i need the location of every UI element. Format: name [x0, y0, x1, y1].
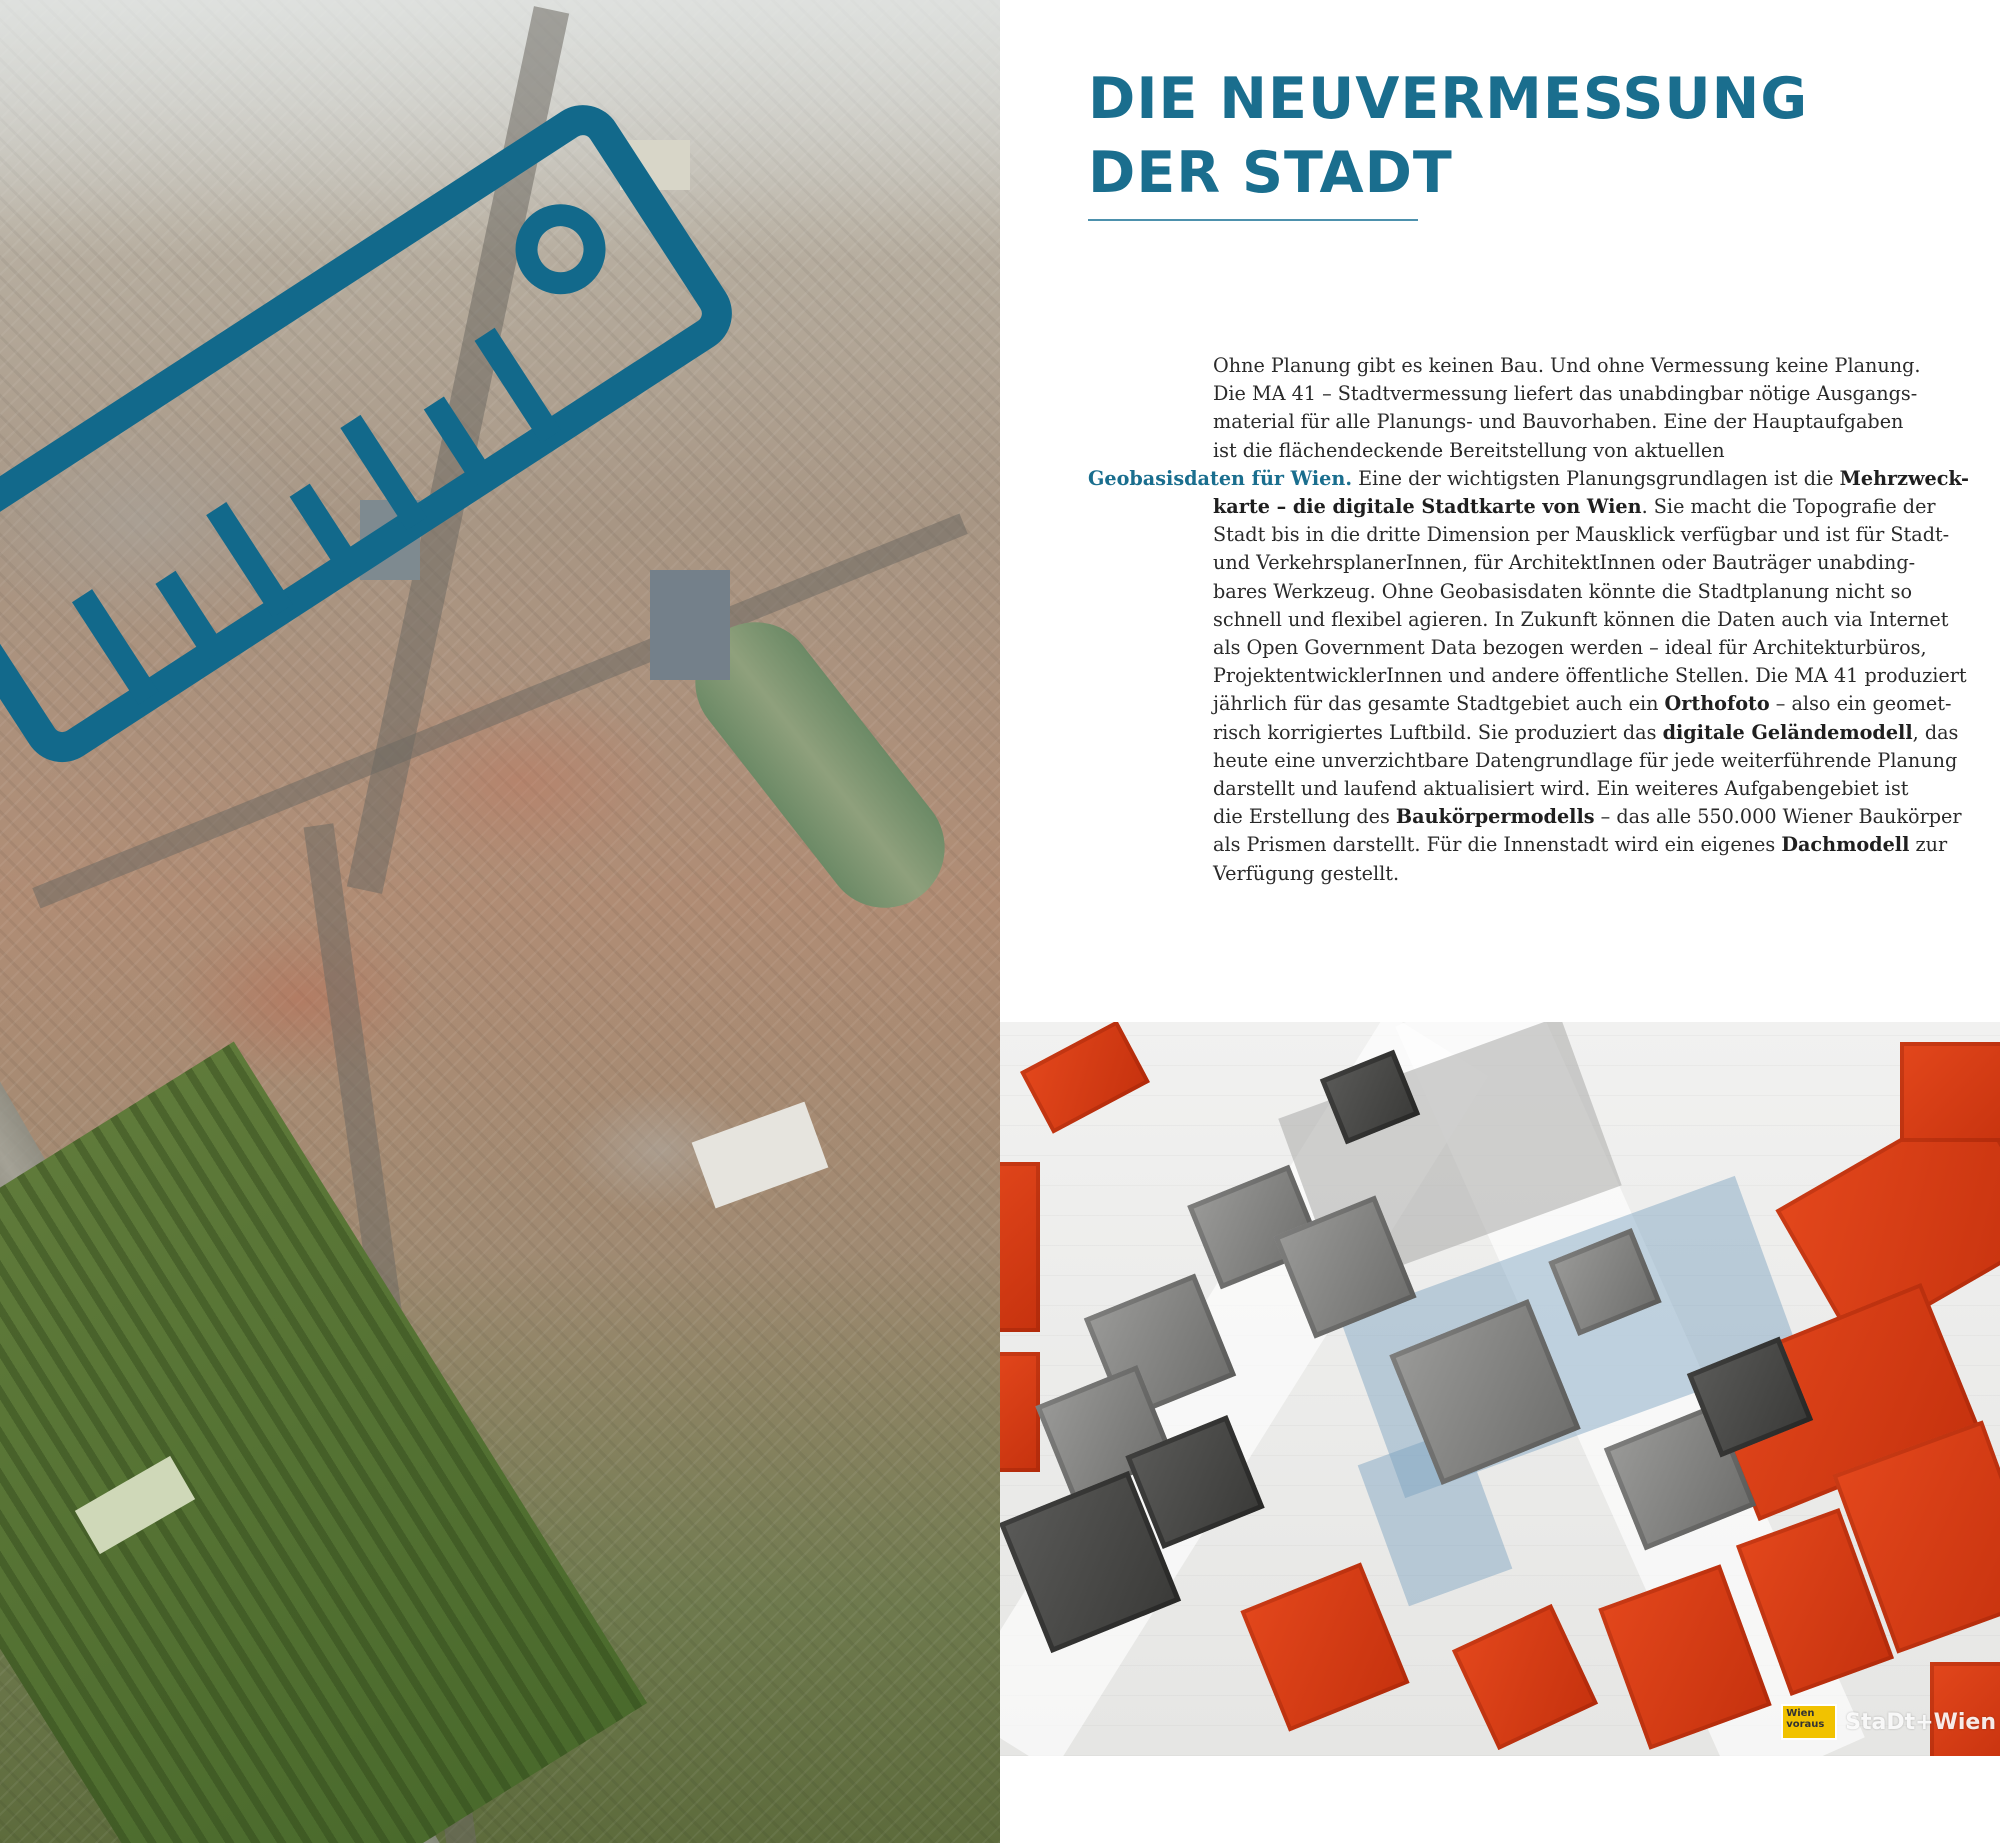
body-text-run: – das alle 550.000 Wiener Baukörper: [1594, 805, 1962, 829]
body-line: schnell und flexibel agieren. In Zukunft können die Daten auch via Internet: [1213, 607, 1949, 631]
title-divider: [1088, 219, 1418, 221]
model-building-red: [1452, 1604, 1598, 1750]
title-line-1: DIE NEUVERMESSUNG: [1088, 66, 1809, 132]
model-building-red: [1000, 1352, 1040, 1472]
body-text-run: , das: [1912, 720, 1959, 744]
body-line: und VerkehrsplanerInnen, für ArchitektInnen oder Bauträger unabding-: [1213, 551, 1916, 575]
body-paragraph: [1088, 352, 1969, 888]
page-title: [1088, 62, 1808, 210]
body-line: Ohne Planung gibt es keinen Bau. Und ohne Vermessung keine Planung.: [1213, 354, 1921, 377]
city-3d-model-image: [1000, 1022, 2000, 1756]
accent-term: Geobasisdaten für Wien.: [1088, 466, 1353, 490]
body-text-run: risch korrigiertes Luftbild. Sie produziert das: [1213, 720, 1663, 744]
body-text-run: als Prismen darstellt. Für die Innenstadt wird ein eigenes: [1213, 833, 1782, 857]
bold-term: Dachmodell: [1781, 833, 1910, 857]
body-line: [1088, 719, 1959, 747]
body-line: bares Werkzeug. Ohne Geobasisdaten könnte die Stadtplanung nicht so: [1213, 579, 1913, 603]
body-text-run: zur: [1909, 833, 1948, 857]
model-watermark: [1781, 1702, 2000, 1742]
title-line-2: DER STADT: [1088, 140, 1453, 206]
body-text-run: – also ein geomet-: [1769, 692, 1952, 716]
body-line: Verfügung gestellt.: [1213, 861, 1400, 885]
bold-term: Orthofoto: [1664, 692, 1770, 716]
body-line: [1088, 803, 1962, 831]
body-line: [1088, 465, 1969, 493]
body-line: material für alle Planungs- und Bauvorhaben. Eine der Hauptaufgaben: [1213, 410, 1904, 434]
body-line: Die MA 41 – Stadtvermessung liefert das unabdingbar nötige Ausgangs-: [1213, 382, 1918, 406]
model-building-red: [1900, 1042, 2000, 1142]
body-text-run: jährlich für das gesamte Stadtgebiet auch ein: [1213, 692, 1665, 716]
body-text-run: . Sie macht die Topografie der: [1641, 495, 1936, 519]
body-text-run: die Erstellung des: [1213, 805, 1396, 829]
body-text-run: Eine der wichtigsten Planungsgrundlagen ist die: [1352, 466, 1840, 490]
body-line: [1088, 690, 1952, 718]
model-building-red: [1240, 1562, 1409, 1731]
bold-term: Mehrzweck-: [1839, 466, 1969, 490]
body-line: [1088, 493, 1948, 521]
body-line: als Open Government Data bezogen werden – ideal für Architekturbüros,: [1213, 636, 1927, 660]
model-building-red: [1020, 1022, 1150, 1134]
body-line: Stadt bis in die dritte Dimension per Mausklick verfügbar und ist für Stadt-: [1213, 523, 1950, 547]
body-line: [1088, 831, 1948, 859]
body-line: heute eine unverzichtbare Datengrundlage für jede weiterführende Planung: [1213, 748, 1958, 772]
bold-term: digitale Geländemodell: [1662, 720, 1913, 744]
bold-term: karte – die digitale Stadtkarte von Wien: [1213, 495, 1642, 519]
body-line: ProjektentwicklerInnen und andere öffentliche Stellen. Die MA 41 produziert: [1213, 664, 1967, 688]
wien-voraus-logo: Wien voraus: [1781, 1704, 1837, 1740]
bold-term: Baukörpermodells: [1395, 805, 1595, 829]
body-line: darstellt und laufend aktualisiert wird. Ein weiteres Aufgabengebiet ist: [1213, 777, 1909, 801]
model-building-red: [1000, 1162, 1040, 1332]
body-line: ist die flächendeckende Bereitstellung von aktuellen: [1213, 438, 1725, 462]
stadt-wien-logo: StaDt+Wien: [1845, 1709, 1996, 1735]
